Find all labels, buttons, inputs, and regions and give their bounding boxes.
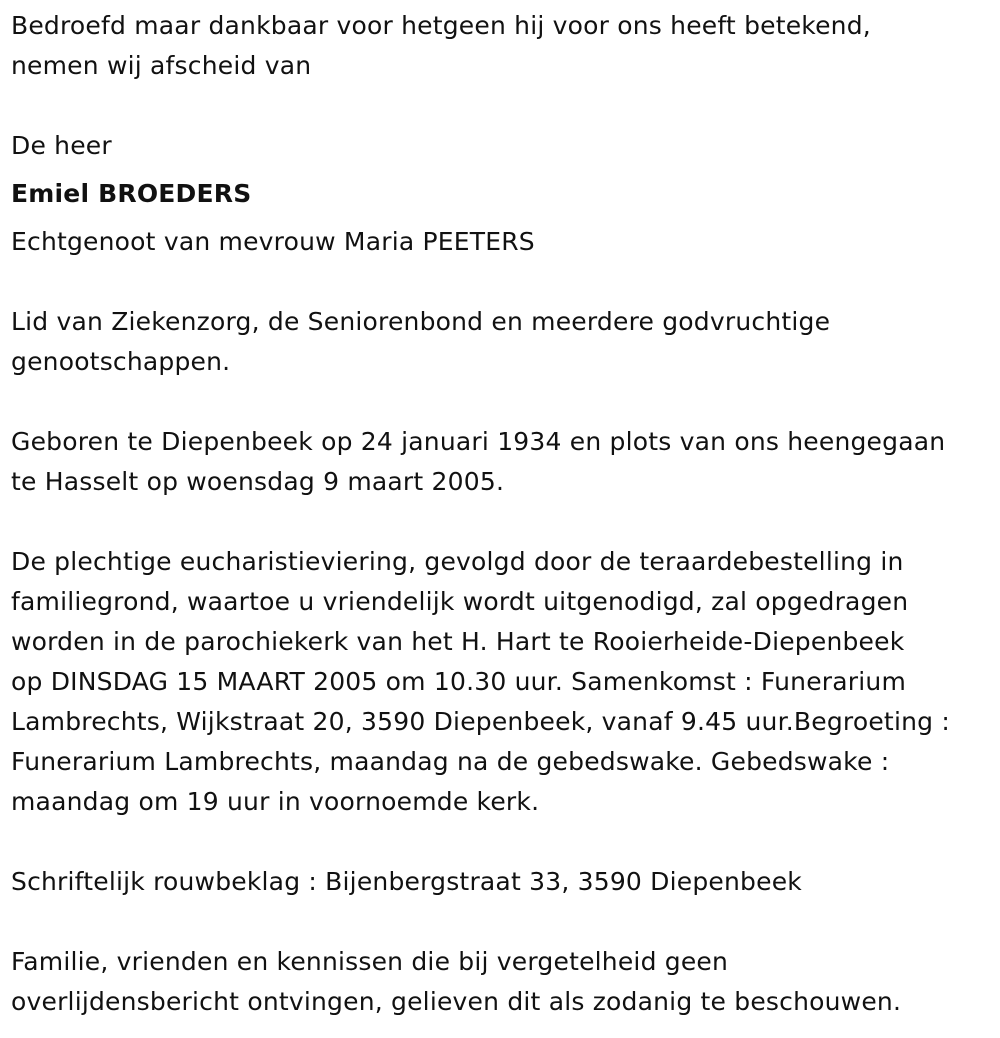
- spouse-line: Echtgenoot van mevrouw Maria PEETERS: [11, 227, 535, 256]
- intro-line-1: Bedroefd maar dankbaar voor hetgeen hij voor ons heeft betekend,: [11, 11, 871, 40]
- birth-death-line-1: Geboren te Diepenbeek op 24 januari 1934 en plots van ons heengegaan: [11, 427, 946, 456]
- deceased-title: De heer: [11, 131, 112, 160]
- closing-line-1: Familie, vrienden en kennissen die bij vergetelheid geen: [11, 947, 729, 976]
- membership-line-2: genootschappen.: [11, 347, 231, 376]
- condolence-address: Schriftelijk rouwbeklag : Bijenbergstraat 33, 3590 Diepenbeek: [11, 867, 802, 896]
- intro-line-2: nemen wij afscheid van: [11, 51, 312, 80]
- ceremony-line-2: familiegrond, waartoe u vriendelijk wordt uitgenodigd, zal opgedragen: [11, 587, 909, 616]
- ceremony-line-6: Funerarium Lambrechts, maandag na de gebedswake. Gebedswake :: [11, 747, 890, 776]
- ceremony-line-5: Lambrechts, Wijkstraat 20, 3590 Diepenbeek, vanaf 9.45 uur.Begroeting :: [11, 707, 950, 736]
- deceased-name: Emiel BROEDERS: [11, 179, 252, 208]
- ceremony-line-4: op DINSDAG 15 MAART 2005 om 10.30 uur. Samenkomst : Funerarium: [11, 667, 906, 696]
- membership-line-1: Lid van Ziekenzorg, de Seniorenbond en meerdere godvruchtige: [11, 307, 831, 336]
- ceremony-line-7: maandag om 19 uur in voornoemde kerk.: [11, 787, 540, 816]
- ceremony-line-1: De plechtige eucharistieviering, gevolgd door de teraardebestelling in: [11, 547, 904, 576]
- ceremony-line-3: worden in de parochiekerk van het H. Hart te Rooierheide-Diepenbeek: [11, 627, 905, 656]
- closing-line-2: overlijdensbericht ontvingen, gelieven dit als zodanig te beschouwen.: [11, 987, 902, 1016]
- birth-death-line-2: te Hasselt op woensdag 9 maart 2005.: [11, 467, 505, 496]
